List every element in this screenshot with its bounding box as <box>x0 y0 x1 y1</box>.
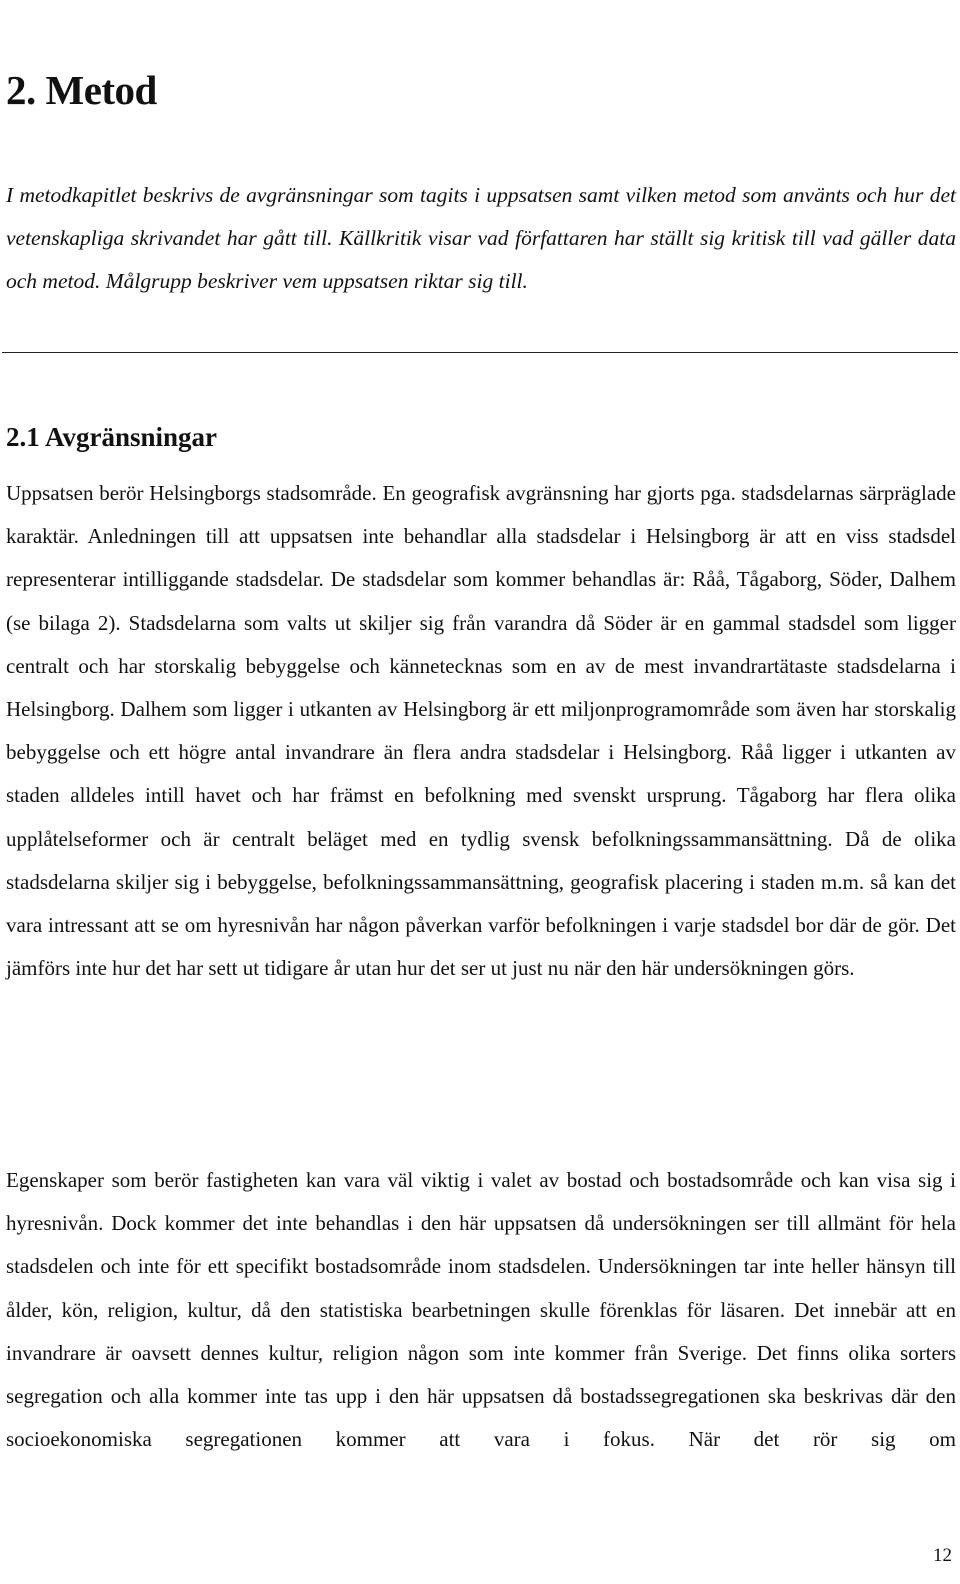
chapter-intro: I metodkapitlet beskrivs de avgränsningar som tagits i uppsatsen samt vilken metod som använts och hur det vetenskapliga skrivandet har gått till. Källkritik visar vad författaren har ställt sig kritisk till vad gäller data och metod. Målgrupp beskriver vem uppsatsen riktar sig till. <box>6 183 956 294</box>
section-title: 2.1 Avgränsningar <box>6 422 218 452</box>
section-divider <box>2 352 958 353</box>
body-paragraph-2: Egenskaper som berör fastigheten kan vara väl viktig i valet av bostad och bostadsområde och kan visa sig i hyresnivån. Dock kommer det inte behandlas i den här uppsatsen då undersökningen ser till allmänt för hela stadsdelen och inte för ett specifikt bostadsområde inom stadsdelen. Undersökningen tar inte heller hänsyn till ålder, kön, religion, kultur, då den statistiska bearbetningen skulle förenklas för läsaren. Det innebär att en invandrare är oavsett dennes kultur, religion någon som inte kommer från Sverige. Det finns olika sorters segregation och alla kommer inte tas upp i den här uppsatsen då bostadssegregationen ska beskrivas där den socioekonomiska segregationen kommer att vara i fokus. När det rör sig om <box>6 1168 956 1452</box>
page-number: 12 <box>933 1545 952 1566</box>
body-paragraph-1: Uppsatsen berör Helsingborgs stadsområde. En geografisk avgränsning har gjorts pga. stadsdelarnas särpräglade karaktär. Anledningen till att uppsatsen inte behandlar alla stadsdelar i Helsingborg är att en viss stadsdel representerar intilliggande stadsdelar. De stadsdelar som kommer behandlas är: Råå, Tågaborg, Söder, Dalhem (se bilaga 2). Stadsdelarna som valts ut skiljer sig från varandra då Söder är en gammal stadsdel som ligger centralt och har storskalig bebyggelse och kännetecknas som en av de mest invandrartätaste stadsdelarna i Helsingborg. Dalhem som ligger i utkanten av Helsingborg är ett miljonprogramområde som även har storskalig bebyggelse och ett högre antal invandrare än flera andra stadsdelar i Helsingborg. Råå ligger i utkanten av staden alldeles intill havet och har främst en befolkning med svenskt ursprung. Tågaborg har flera olika upplåtelseformer och är centralt beläget med en tydlig svensk befolkningssammansättning. Då de olika stadsdelarna skiljer sig i bebyggelse, befolkningssammansättning, geografisk placering i staden m.m. så kan det vara intressant att se om hyresnivån har någon påverkan varför befolkningen i varje stadsdel bor där de gör. Det jämförs inte hur det har sett ut tidigare år utan hur det ser ut just nu när den här undersökningen görs. <box>6 481 956 981</box>
chapter-title: 2. Metod <box>6 67 157 113</box>
